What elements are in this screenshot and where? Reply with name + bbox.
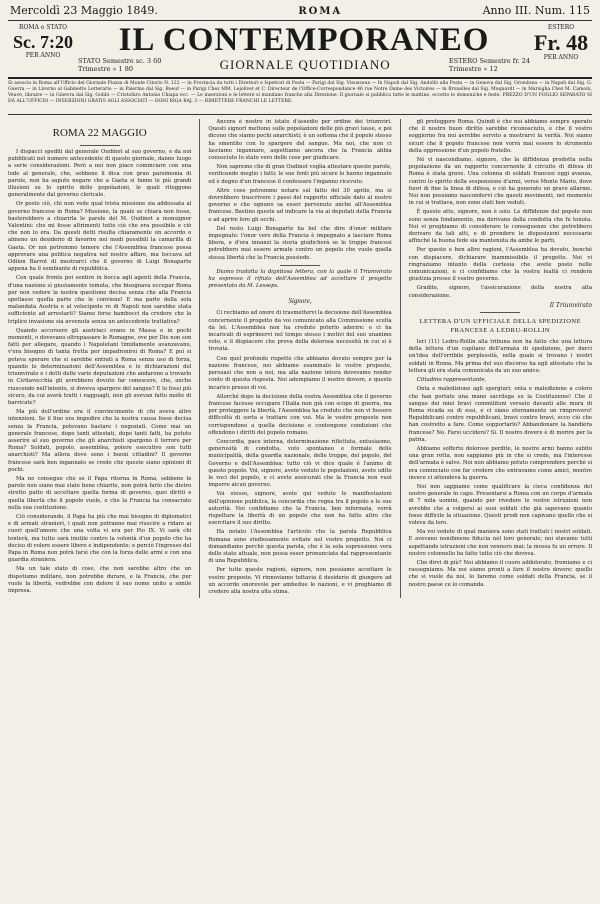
price-rome: Sc. 7:20 — [13, 32, 73, 52]
issue-city: ROMA — [298, 6, 343, 17]
article-paragraph: Ci rechiamo ad onore di trasmettervi la decisione dell'Assemblea concernente il progetto da voi comunicato alla Commissione scelta da lei. L'Assemblea non ha creduto poterlo aderire: e ci ha incaricati di esprimervi nel tempo stesso i motivi del suo unanime voto, e il dispiacere che prova della dolorosa necessità in cui si è trovata. — [208, 310, 392, 353]
article-paragraph: Noi non sappiamo come qualificare la cieca confidenza del nostro generale in capo. Presentarsi a Roma con un corpo d'armata di 7 mila uomini, quando per rivedere le vostre istruzioni non avrebbe che a volgersi ai suoi soldati che già sapevano quanto fosse difficile la situazione. Questi prodi non capivano quello che si voleva da loro. — [408, 483, 593, 526]
article-paragraph: Con quale fronte poi sentire in bocca agli agenti della Francia, d'una nazione sì giustamente temuta, che bisognava occupar Roma per non vedere la nostra questione decisa senza che alla Francia spettasse quella parte che le conviene! E ma parte della sola malandata Austria e al velocipede re di Napoli non sarebbe stata sufficiente ad arrestarli? Siamo forse bambocci da credere che la triplice invasione sia avvenuta senza un antecedente trattativa? — [8, 275, 192, 325]
article-paragraph: Per tutte queste ragioni, signore, non possiamo accettare le vostre proposte. Vi rinnoviamo tuttavia il desiderio di giungere ad un accordo onorevole per ambedue le nazioni, e vi preghiamo di credere alla nostra alta stima. — [208, 567, 392, 595]
column-1 — [8, 119, 191, 598]
newspaper-subtitle: GIORNALE QUOTIDIANO — [219, 57, 391, 72]
section-rule — [480, 312, 520, 313]
column-2 — [208, 119, 391, 598]
state-semester: Semestre sc. 3 60 — [102, 57, 162, 65]
article-paragraph: Ancora è nostro in istato d'assedio per ordine dei triumviri. Questi signori mettono sulle popolazioni delle più gravi tasse, e poi dicono che siamo pochi anarchisti; è un sofisma che il popolo stesso ha smentito con lo spargere del sangue. Ma noi, che non ci lasciamo ingannare, aspettiamo ancora che la Francia abbia conosciuto lo stato vero delle cose per giudicare. — [208, 119, 392, 162]
column-divider — [400, 119, 401, 598]
article-paragraph: Con quel profondo rispetto che abbiamo dovuto sempre per la nazione francese, noi abbiamo esaminato le vostre proposte, persuasi che non a noi, ma alla nazione intera dovevamo render conto di questa risposta. Noi adempiamo il nostro dovere, e questo incarico presso di voi. — [208, 355, 392, 391]
article-paragraph: Del resto Luigi Bonaparte ha bel che dire d'onor militare impegnato: l'onor vero della Francia è impegnato a lasciare Roma libera, e d'ora innanzi la storia giudicherà se le truppe francesi potrebbero mai essere armate contro un popolo che vuole quella stessa libertà che la Francia possiede. — [208, 225, 392, 261]
article-paragraph: Ma voi vedete di qual maniera sono stati trattati i nostri soldati. E avevano nondimeno fiducia nel loro generale; noi stavamo tutti aspettando istruzioni che non vennero mai; la mossa fu un errore. Il nostro colonnello ha fatto tutto ciò che doveva. — [408, 529, 593, 557]
article-paragraph: Altre cose potremmo notare sul fatto del 30 aprile, ma si dovrebbero trascrivere i passi del rapporto ufficiale dato al nostro governo e che ognuno sa esser pervenuto anche all'Assemblea francese. Bastino queste ad indicare la via ai deputati della Francia e ad aprire loro gli occhi. — [208, 187, 392, 223]
article-paragraph: Ciò considerando, il Papa ha più che mai bisogno di diplomatici e di armati stranieri, i quali non potranno mai riuscire a ridare ai cuori quell'amore che una volta vi era per Pio IX. Vi sarà chi tenterà, ma tutto sarà inutile contro la volontà d'un popolo che ha deciso di volere essere libero e indipendente; e perciò l'ingresso del Papa in Roma non potrà farsi che con la forza delle armi e con una guardia straniera. — [8, 513, 192, 564]
article-paragraph: Ma ne consegue che se il Papa ritorna in Roma, sebbene le parole non siano mai state bene chiarite, non potrà farlo che dietro stretto patto di accettare quella forma di governo, quei diritti e quella libertà che il popolo vuole, e che la Francia ha consacrato nella sua costituzione. — [8, 475, 192, 511]
column-3 — [409, 119, 592, 598]
masthead-subrow — [78, 57, 530, 73]
state-label: STATO — [78, 57, 101, 65]
column-divider — [199, 119, 200, 598]
article-paragraph: Voi stesso, signore, avete qui veduto le manifestazioni dell'opinione pubblica, la concordia che regna tra il popolo e le sue autorità. Noi confidiamo che la Francia, ben informata, vorrà rispettare la libertà di un popolo che non ha fatto altro che esercitare il suo diritto. — [208, 491, 392, 527]
section-rule — [280, 265, 320, 266]
price-box-rome — [8, 24, 78, 60]
price-foreign-label: ESTERO — [547, 24, 575, 31]
article-paragraph: Ha notato l'Assemblea l'articolo che la parola Repubblica Romana sono studiosamente evitate nel vostro progetto. Noi ci domandiamo perchè questa parola, che è la sola espressione vera dello stato attuale, non possa esser pronunciata dal rappresentante di una Repubblica. — [208, 529, 392, 565]
state-terms — [78, 57, 161, 73]
article-paragraph: gli proteggere Roma. Quindi è che noi abbiamo sempre sperato che il nostro buon diritto sarebbe riconosciuto, e che il vostro soggiorno fra noi avrebbe servito a mostrarvi la verità. Noi siamo sicuri che il popolo francese non vorrà mai essere lo strumento della oppressione d'un popolo fratello. — [408, 119, 593, 154]
letter-salutation: Cittadino rappresentante, — [416, 377, 487, 384]
newspaper-page — [8, 4, 592, 896]
foreign-semester: Semestre fr. 24 — [479, 57, 530, 65]
article-paragraph: Allorché dopo la decisione della vostra Assemblea che il governo francese facesse occupare l'Italia non già con scopo di guerra, ma per proteggere la libertà, l'Assemblea ha creduto che non vi fossero difficoltà di sorta a trattare con voi. Ma le vostre proposte non corrispondono a quella decisione e contengono condizioni che offendono i diritti del popolo romano. — [208, 393, 392, 436]
article-paragraph: Gradite, signore, l'assicurazione della nostra alta considerazione. — [408, 285, 593, 299]
column-1-heading: ROMA 22 MAGGIO — [52, 127, 147, 139]
price-foreign: Fr. 48 — [533, 30, 589, 55]
newspaper-title: IL CONTEMPORANEO — [118, 22, 490, 58]
price-box-foreign — [530, 24, 592, 62]
article-paragraph: Ieri (11) Ledru-Rollin alla tribuna non ha fatto che una lettura della lettera d'un capitano dell'armata di spedizione, per darci un'idea dell'orribile perplessità, nella quale si trovano i nostri soldati in Roma. Ma prima del suo discorso ha egli attestato che la lettera gli era stata comunicata da un suo amico. — [408, 339, 593, 374]
article-paragraph: È questo atto, signore, non è solo. Le diffidenze del popolo non sono senza fondamento, ma derivano dalla condotta che fu tenuta. Noi vi preghiamo di considerare le conseguenze che potrebbero derivare da tali atti, e di prendere le disposizioni necessarie affinché la buona fede sia mantenuta da ambe le parti. — [408, 209, 593, 245]
letter-heading: LETTERA D'UN UFFICIALE DELLA SPEDIZIONE FRANCESE A LEDRU-ROLLIN — [419, 318, 582, 335]
foreign-terms — [449, 57, 530, 73]
issue-number: Anno III. Num. 115 — [482, 4, 590, 17]
article-paragraph: Ma un tale stato di cose, che non sarebbe altro che un dispotismo militare, non potrebbe durare, e la Francia, che pur vuole la libertà, vedrebbe con dolore il suo nome unito a simile impresa. — [8, 566, 192, 594]
article-paragraph: Or posto ciò, chi non vede qual trista missione sia addossata al governo francese in Roma? Missione, la quale se chiara non fosse, basterebbero a chiarirla le parole del M. Oudinot a monsignor Valentini: che mi fosse altrimenti tutto ciò che era possibile e ciò che non lo era. Da questi detti risulta chiaramente un accordo o almeno un desiderio di favorire nei modi possibili la camarilla di Gaeta. Or noi potremmo temere che l'Assemblea francese possa approvare una politica negativa nel nostro affare, ma toccava ad Odilon Barrot di mostrarci che il governo di Luigi Bonaparte appena ha il sembiante di repubblica. — [8, 201, 192, 273]
foreign-label: ESTERO — [448, 57, 478, 65]
issue-date: Mercoldì 23 Maggio 1849. — [10, 4, 158, 17]
article-paragraph: Non sapremo che di gran Oudinot voglia attestare queste parole, verificando meglio i fatti: le sue fonti più sicure lo hanno ingannato ed è degno d'un francese il confessare l'inganno ricevuto. — [208, 164, 392, 185]
heading-rule — [80, 145, 120, 146]
dateline — [8, 4, 592, 21]
state-trimester: Trimestre » 1 80 — [78, 65, 134, 73]
article-paragraph: Né vi nascondiamo, signore, che la diffidenza prodotta nella popolazione da un rapporto concernente il circuito di difesa di Roma è stata grave. Una colonna di soldati francesi oggi avanza, contro lo spirito della sospensione d'armi, verso Monte Mario, dove fuori di fine la linea di difesa, e ciò ha generato un grave allarme. Noi non possiamo nascondervi che questi movimenti, nel momento in cui si trattava, non sono stati ben veduti. — [408, 157, 593, 207]
article-paragraph: Onta e maledizione agli spergiuri; onta e maledizione a coloro che han portato una mano sacrilega su la Costituzione! Che il sangue dei miei bravi commilitoni versato davanti alle mura di Roma ricada su di essi, e ci siano eternamente un rimprovero! Repubblicani contro repubblicani, bravi contro bravi, ecco ciò che han costretto a fare. Come sopportarlo? Abbandonare la bandiera francese? No. Farsi uccidere? Sì. Il nostro dovere è di morire per la patria. — [408, 386, 593, 443]
article-paragraph: Quando accorsero gli austriaci erano in Massa e in pochi momenti, o dovevano oltrepassare le Romagne, ove per Dio non son fatti per allegare, quando i Napoletani timidamente avanzavano, v'era bisogno di tanta fretta per impadronirsi di Roma? E poi si poteva sperare che si sarebbe entrati a Roma senza uso di forza, quando le determinazioni dell'Assemblea e le dichiarazioni del triumvirato e i detti delle varie deputazioni che andarono a trovarlo in Civitavecchia gli avrebbero dovuto far conoscere, che, anche riuscendo nell'intento, si doveva spargere del sangue? E lo fossi più sicuro, da cui averà tratti i ragguagli, non gli avevan fatto molte di barricate? — [8, 327, 192, 406]
article-paragraph: I dispacci spediti dal generale Oudinot al suo governo, e da noi pubblicati nel numero antecedente di questo giornale, danno luogo a serie considerazioni. Però a noi non piace cominciare con una lode al generale, che, sebbene il dica con gran parsimonia di parole, non ha saputo negare che a Gaeta si fanno le più grandi illusioni su lo spirito delle popolazioni, le quali riteggono generalmente dal governo clericale. — [8, 149, 192, 199]
letter-salutation: Signore, — [288, 297, 312, 306]
letter-intro: Diamo tradotta la dignitosa lettera, con la quale il Triumvirato ha espresso il rifiuto dell'Assemblea ad accettare il progetto presentato da M. Lesseps. — [208, 268, 392, 290]
price-rome-label: ROMA e STATO — [19, 24, 67, 31]
article-paragraph: Ma più dell'ordine era il convincimento di chi aveva altre intenzioni. Se il fine era impedire che la nostra causa fosse decisa senza la Francia, potevano bastare i negoziati. Come mai un generale francese, dopo tanti attestati, dopo tanti fatti, ha potuto asserire al suo governo che gli anarchisti spargono il terrore per Roma? Soldati, popolo, assemblea, potere esecutivo son tutti anarchisti? Ma allora dove sono i buoni cittadini? Il governo francese sarà ben ingannato se crede che queste siano opinioni di pochi. — [8, 409, 192, 473]
price-foreign-unit: PER ANNO — [543, 54, 579, 61]
article-paragraph: Per queste e ben altre ragioni, l'Assemblea ha dovuto, benchè con dispiacere, dichiarare inammissibile il progetto. Noi vi ringraziamo intanto della cortesia che avete posto nelle comunicazioni, e ci confidiamo che la vostra lealtà ci renderà giustizia presso il vostro governo. — [408, 247, 593, 283]
article-paragraph: Che dirvi di più? Noi abbiamo il cuore addolorato, fremiamo e ci rassegniamo. Ma noi siamo pronti a fare il nostro dovere; quello che si vuole da noi, lo faremo come soldati della Francia, se il nostro paese ce lo comanda. — [408, 559, 593, 588]
foreign-trimester: Trimestre » 12 — [448, 65, 498, 73]
subscription-notice: Si associa in Roma all'Ufficio del Giornale Piazza di Monte Citorio N. 122 — in Provincia da tutti i Direttori e Ispettori di Posta — Parigi dal Sig. Vieusseux — In Napoli dal Sig. Andolfo alla Posta — in Genova dal Sig. Grondona — in Napoli dal Sig. G. Guerra — in Livorno al Gabinetto Letterario — in Palermo dal Sig. Boeuf — in Parigi Chez MM. Lejolivet et C. Directeur de l'Office-Correspondance 46 rue Notre Dame des Victoires — in Bruxelles dal Sig. Muquardt — in Marsiglia Chez M. Camoin, Veuve, libraire — in Ginevra dal Sig. Gobbi — Cristofaro Antonio Chiapa ecc. — Le inserzioni e le lettere si mandano franche alla Direzione. Il giornale si pubblica tutte le mattine, eccetto le domeniche e feste. PREZZO D'UN FOGLIO SEPARATO SI DÀ ALL'UFFICIO — INSERZIONI GRATIS AGLI ASSOCIATI — OGNI RIGA BAJ. 3 — RIMETTERE FRANCHI LE LETTERE. — [8, 79, 592, 115]
article-paragraph: Abbiamo sofferto dolorose perdite, le nostre armi hanno subito una gran rotta, non sappiamo più in che si crede, ma l'interesse dell'armata è salvo. Noi non abbiamo potuto comprendere perchè si era cominciato con far credere che entravamo come amici, mentre invece ci attendeva la guerra. — [408, 445, 593, 481]
triumvirate-signature: Il Triumvirato — [549, 301, 593, 309]
price-rome-unit: PER ANNO — [25, 52, 61, 59]
article-paragraph: Concordia, pace interna, determinazione riflettuta, entusiasmo, generosità di condotta, voto spontaneo e formale delle municipalità, della guardia nazionale, delle truppe, del popolo, del Governo e dell'Assemblea: tutto ciò vi dice quale è l'animo di questo popolo. Voi, signore, avete veduto le popolazioni, avete udito le voci del popolo, e ci avete assicurati che la Francia non vuol imporre alcun governo. — [208, 438, 392, 489]
article-columns — [8, 119, 592, 598]
masthead — [8, 21, 592, 79]
